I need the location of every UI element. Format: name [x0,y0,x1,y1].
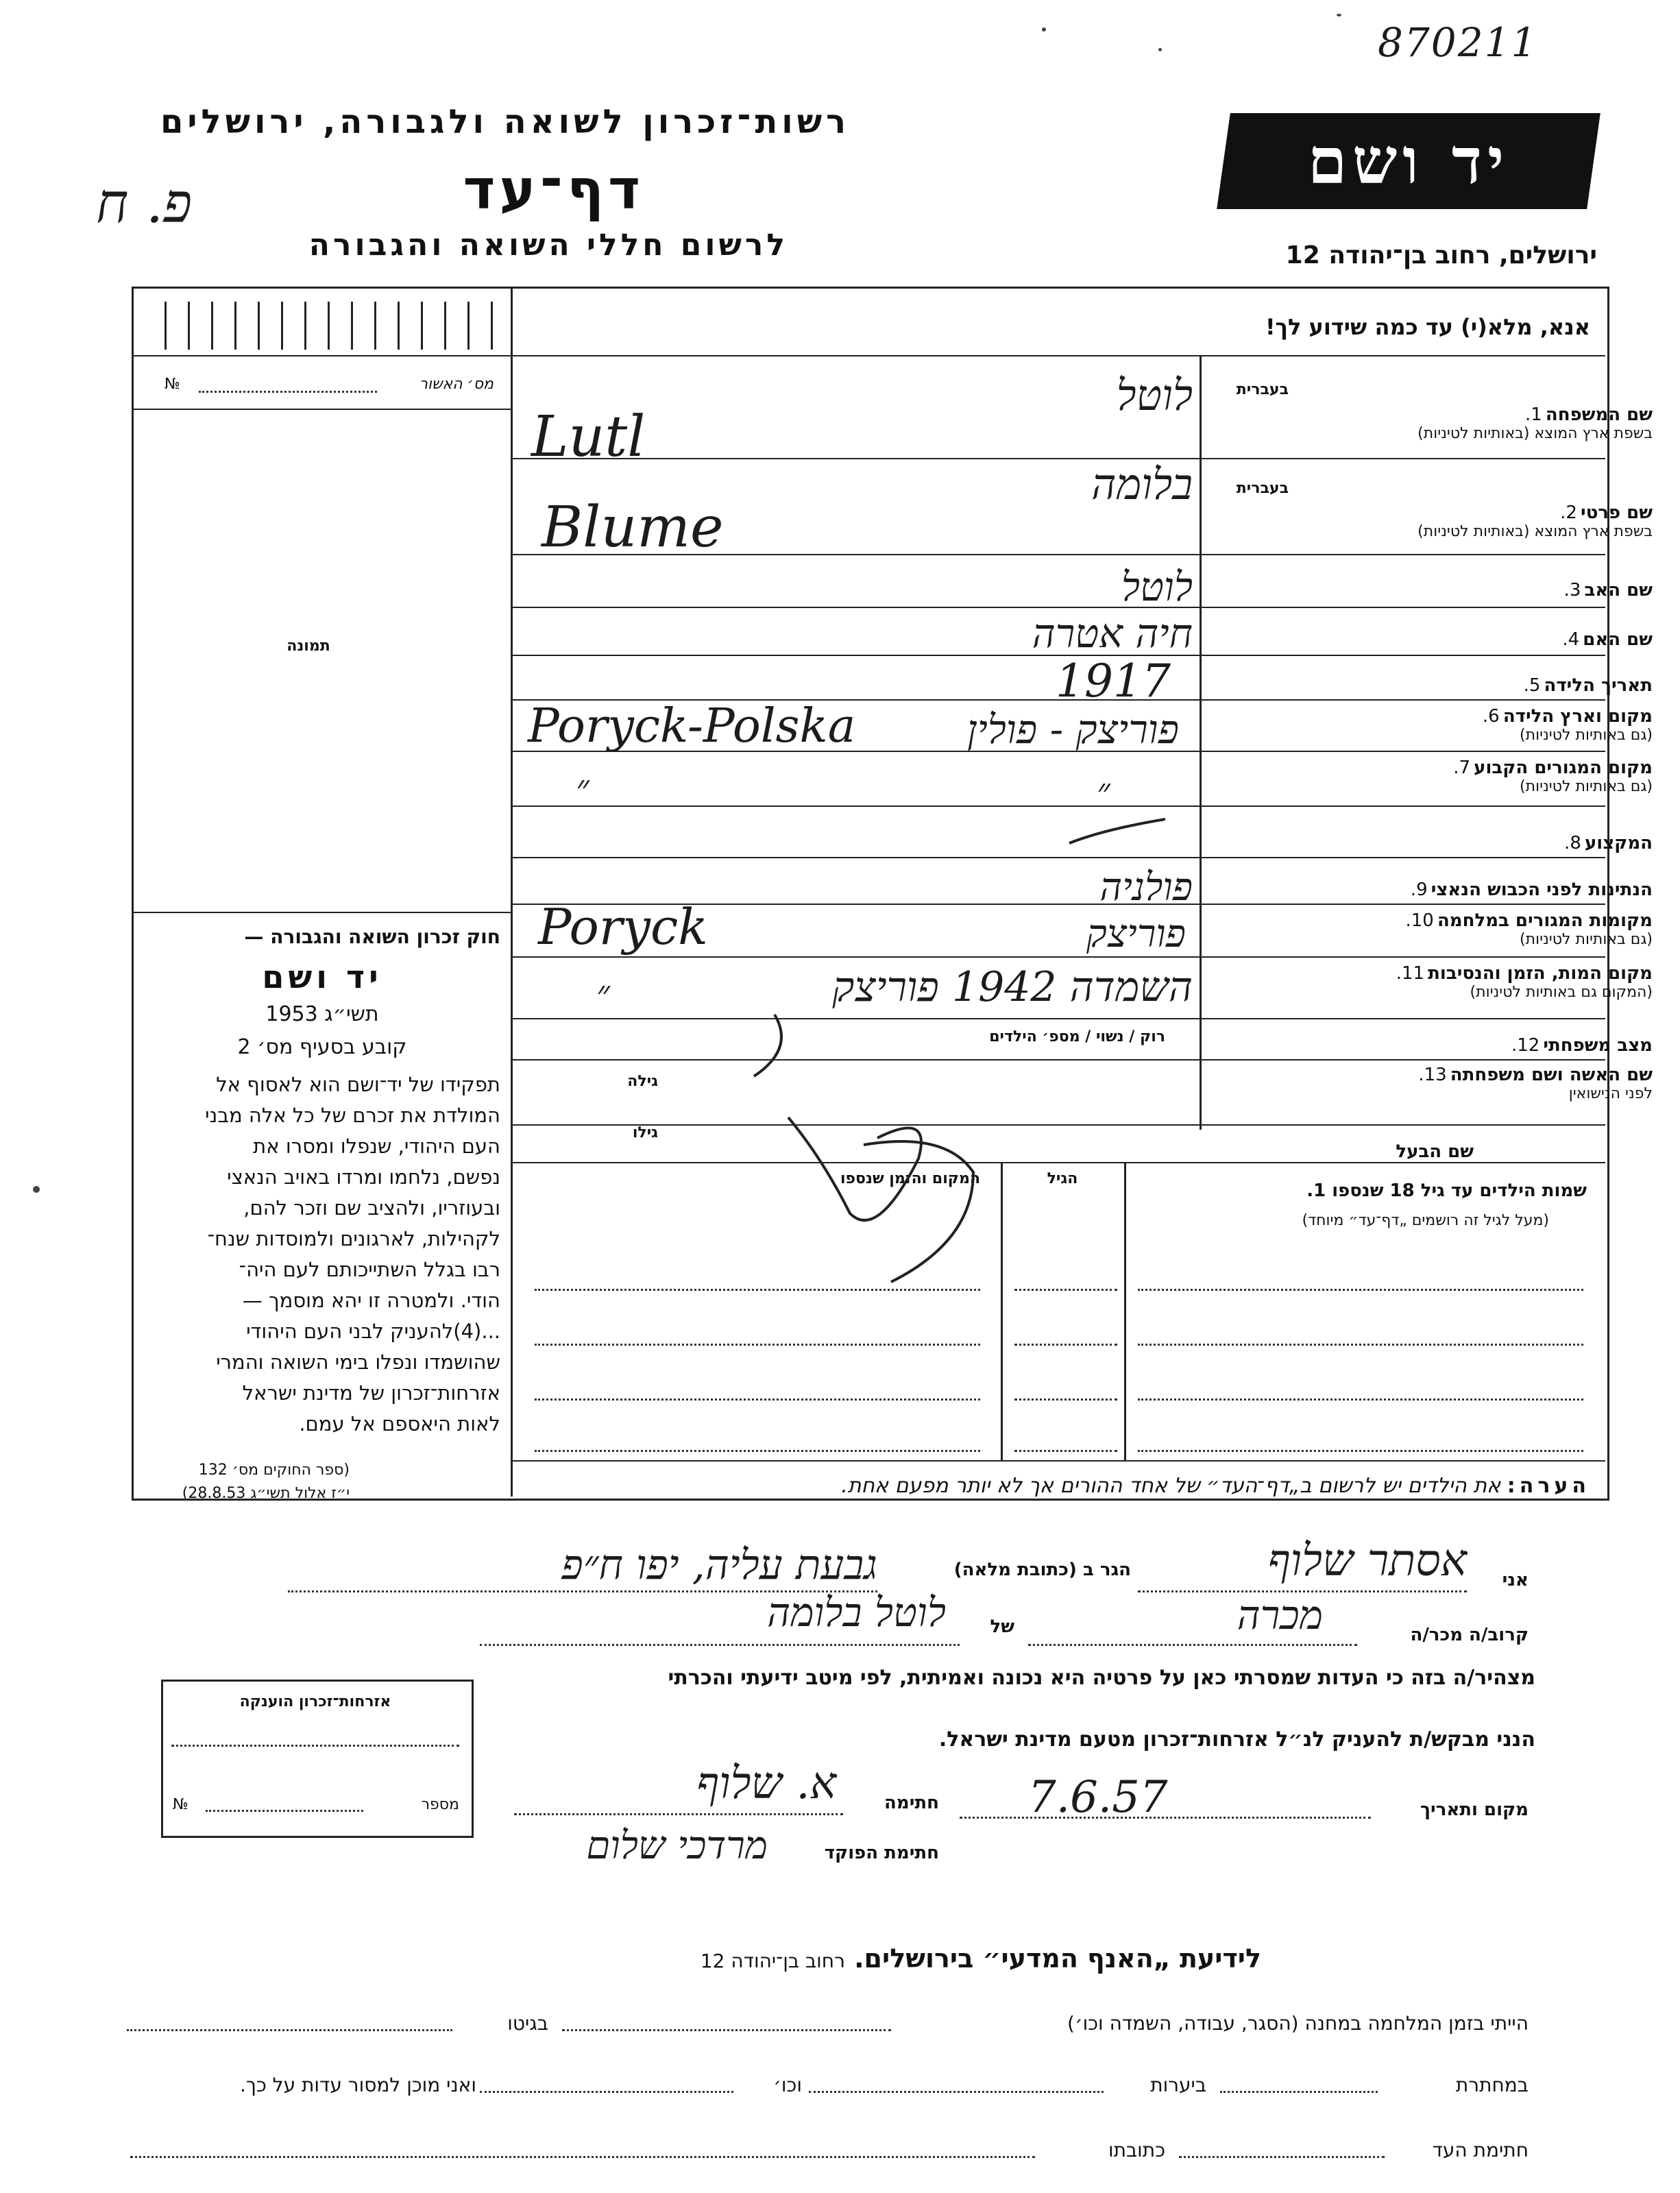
form-intro: אנא, מלא(י) עד כמה שידוע לך! [1265,314,1590,340]
resides-label: הגר ב (כתובת מלאה) [953,1560,1131,1580]
declarant-i-label: אני [1502,1570,1529,1590]
hw-death-details: השמדה 1942 פוריצק [832,963,1193,1011]
hw-ditto-2: ״ [1097,771,1110,812]
husband-label: שם הבעל [1396,1141,1474,1162]
address-line: ירושלים, רחוב בן־יהודה 12 [1285,241,1597,269]
hw-address: גבעת עליה, יפו ח״פ [561,1541,877,1589]
children-header: שמות הילדים עד גיל 18 שנספו 1. [1306,1180,1587,1201]
margin-note: פ. ח [96,171,193,235]
field-7-label: מקום המגורים הקבוע 7. (גם באותיות לטיניות) [1453,758,1653,795]
law-title: חוק זכרון השואה והגבורה — [244,925,500,948]
hw-date: 7.6.57 [1028,1772,1168,1823]
hw-relation: מכרה [1237,1592,1323,1638]
field-3-label: שם האב 3. [1563,580,1653,601]
photo-label: תמונה [287,638,330,655]
hw-citizenship: פולניה [1099,865,1193,910]
scan-noise [1042,27,1046,32]
ghetto-label: בגיטו [507,2012,548,2035]
hw-first-name-hebrew: בלומה [1091,459,1193,509]
field-9-label: הנתינות לפני הכבוש הנאצי 9. [1410,880,1653,900]
place-date-label: מקום ותאריך [1420,1800,1529,1820]
scan-noise [33,1186,40,1193]
ruler-ticks [165,302,500,350]
label-column-divider [1200,355,1202,1130]
form-subtitle: לרשום חללי השואה והגבורה [308,228,788,263]
archive-stamp-number: 870211 [1378,19,1538,66]
field-8-label: המקצוע 8. [1564,833,1653,853]
forests-label: ביערות [1150,2074,1206,2096]
law-reference-1: (ספר החוקים מס׳ 132 [198,1462,350,1479]
underground-label: במחתרת [1455,2074,1529,2096]
field-4-label: שם האם 4. [1562,629,1653,650]
hw-stroke-marks [685,788,1165,1309]
hw-mother-name: חיה אטרה [1032,610,1193,657]
children-age-column: הגיל [1047,1170,1078,1187]
field-12-label: מצב משפחתי 12. [1511,1035,1653,1056]
approval-line [199,391,377,393]
official-signature-label: חתימת הפוקד [824,1843,939,1863]
remark: הערה: את הילדים יש לרשום ב„דף־העד״ של אחד ההורים אך לא יותר מפעם אחת. [841,1474,1590,1498]
law-year: תשי״ג 1953 [265,1002,379,1026]
marital-options: רוק / נשוי / מספ׳ הילדים [989,1028,1165,1045]
cert-number-label: מספר [421,1796,459,1813]
declaration-request: הנני מבקש/ת להעניק לנ״ל אזרחות־זכרון מטעם מדינת ישראל. [938,1728,1535,1752]
hw-ditto-1: ״ [576,768,589,809]
hw-surname-latin: Lutl [531,404,646,470]
approval-number-sign: № [165,376,180,393]
husband-age-label: גילו [632,1124,658,1141]
hw-birthplace-hebrew: פוריצק - פולין [966,706,1179,753]
yad-vashem-logo: יד ושם [1217,113,1600,209]
children-note: (מעל לגיל זה רושמים „דף־עד״ מיוחד) [1302,1212,1549,1229]
hw-official-signature: מרדכי שלום [586,1824,768,1868]
hw-signature: א. שלוף [696,1758,836,1809]
form-title: דף־עד [463,158,644,221]
frame-left-divider [511,287,513,1497]
authority-line: רשות־זכרון לשואה ולגבורה, ירושלים [160,103,850,141]
field-2-label: שם פרטי 2. בשפת ארץ המוצא (באותיות לטיניות) [1417,502,1653,540]
hw-birth-year: 1917 [1056,655,1171,707]
approval-label: מס׳ האשור [419,376,494,393]
scan-noise [1158,48,1162,51]
field-1-label: שם המשפחה 1. בשפת ארץ המוצא (באותיות לטיניות) [1417,404,1653,442]
signature-label: חתימה [884,1793,939,1813]
hw-birthplace-latin: Poryck-Polska [528,699,856,753]
cert-box-title: אזרחות־זכרון הוענקה [239,1693,391,1710]
in-hebrew-label-2: בעברית [1236,480,1289,497]
law-name: יד ושם [262,958,382,995]
hw-declarant-name: אסתר שלוף [1267,1536,1467,1586]
hw-first-name-latin: Blume [541,495,724,560]
cert-number-sign: № [173,1796,188,1813]
witness-address-label: כתובתו [1108,2139,1165,2161]
hw-wartime-place-latin: Poryck [538,898,708,956]
ready-to-testify-label: ואני מוכן למסור עדות על כך. [240,2074,476,2096]
law-reference-2: י״ז אלול תשי״ג 28.8.53) [182,1485,350,1502]
hw-father-name: לוטל [1121,564,1193,610]
scan-noise [1337,14,1341,16]
wife-age-label: גילה [627,1073,658,1090]
etc-label: וכו׳ [773,2074,802,2096]
children-place-column: המקום והזמן שנספו [840,1170,980,1187]
declaration-statement: מצהיר/ה בזה כי העדות שמסרתי כאן על פרטיה היא נכונה ואמיתית, לפי מיטב ידיעתי והכרתי [668,1666,1535,1690]
relative-label: קרוב/ה מכר/ה [1410,1625,1529,1645]
in-hebrew-label-1: בעברית [1236,381,1289,398]
of-label: של [990,1616,1014,1637]
hw-subject-name: לוטל בלומה [767,1589,946,1636]
field-11-label: מקום המות, הזמן והנסיבות 11. (המקום גם באותיות לטיניות) [1396,963,1653,1001]
law-text: תפקידו של יד־ושם הוא לאסוף אל המולדת את זכרם של כל אלה מבני העם היהודי, שנפלו ומסרו את נפשם, נלחמו ומרדו באויב הנאצי ובעוזריו, ולהציב שם וזכר להם, לקהילות, לארגונים ולמוסדות שנח־ רבו בגלל השתייכותם לעם היה־ הודי. ולמטרה זו יהא מוסמך — ...(4)להעניק לבני העם היהודי שהושמדו ונפלו בימי השואה והמרי אזרחות־זכרון של מדינת ישראל לאות היאספם אל עמם. [205,1073,500,1435]
hw-surname-hebrew: לוטל [1116,370,1193,420]
camp-line-label: הייתי בזמן המלחמה במחנה (הסגר, עבודה, השמדה וכו׳) [1067,2012,1529,2035]
field-5-label: תאריך הלידה 5. [1523,675,1653,696]
field-6-label: מקום וארץ הלידה 6. (גם באותיות לטיניות) [1482,706,1653,744]
witness-signature-label: חתימת העד [1432,2139,1529,2161]
field-13-label: שם האשה ושם משפחתה 13. לפני הנישואין [1418,1065,1653,1102]
hw-wartime-place-hebrew: פוריצק [1086,912,1186,956]
law-section: קובע בסעיף מס׳ 2 [237,1035,407,1059]
scientific-dept-notice: לידיעת „האנף המדעי״ בירושלים. רחוב בן־יהודה 12 [700,1943,1261,1974]
field-10-label: מקומות המגורים במלחמה 10. (גם באותיות לטיניות) [1405,910,1653,948]
hw-ditto-3: ״ [596,973,610,1015]
